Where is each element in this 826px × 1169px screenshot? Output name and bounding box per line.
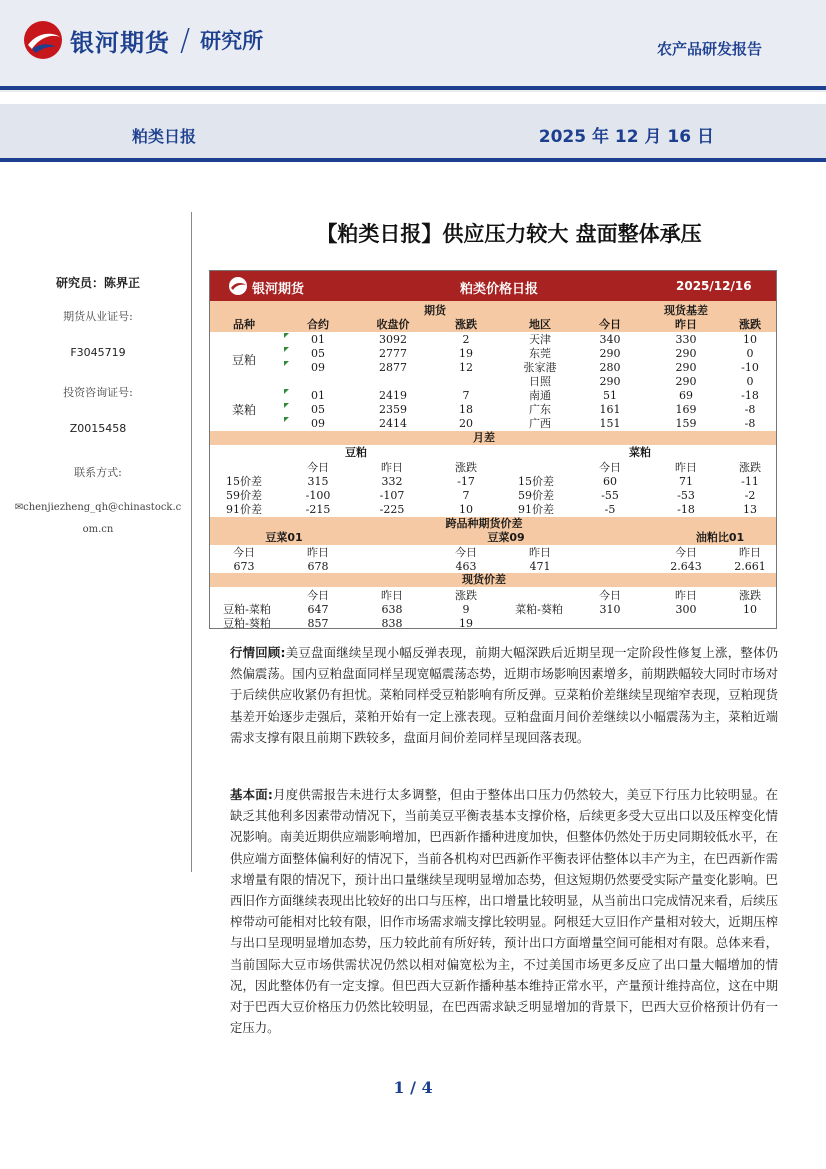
spread-label: 59价差 [226,489,262,502]
futures-contract: 05 [311,347,325,360]
spread-change: 7 [462,489,470,502]
soy-spread-label: 豆粕 [345,446,367,459]
spot-spread-change: 9 [462,603,470,616]
market-review-paragraph [230,642,778,748]
spot-spread-label: 豆粕-葵粕 [223,617,271,630]
spot-region: 东莞 [529,347,551,360]
futures-change: 7 [462,389,470,402]
spot-spread-sub: 今日 [599,589,621,602]
spot-yesterday: 290 [675,375,697,388]
sidebar-divider [191,212,192,872]
paragraph-text: 月度供需报告未进行太多调整，但由于整体出口压力仍然较大，美豆下行压力比较明显。在缺乏其他利多因素带动情况下，当前美豆平衡表基本支撑价格，后续更多受大豆出口以及压榨变化情况影响。南美近期供应端影响增加，巴西新作播种进度加快，但整体仍然处于历史同期较低水平，在供应端方面整体偏利好的情况下，当前各机构对巴西新作平衡表评估整体以丰产为主，在巴西新作需求增量有限的情况下，预计出口量继续呈现明显增加态势，但这短期仍然要受实际产量变化影响。巴西旧作方面继续表现出比较好的出口与压榨，出口增量比较明显，从当前出口完成情况来看，后续压榨带动可能相对比较有限，旧作市场需求端支撑比较明显。阿根廷大豆旧作产量相对较大，近期压榨与出口呈现明显增加态势，压力较此前有所好转，预计出口方面增量空间可能相对有限。总体来看，当前国际大豆市场供需状况仍然以相对偏宽松为主，不过美国市场更多反应了出口量大幅增加的情况，因此整体仍有一定支撑。但巴西大豆新作播种基本维持正常水平，产量预计维持高位，这在中期对于巴西大豆价格压力仍然比较明显，在巴西需求缺乏明显增加的背景下，巴西大豆价格预计仍有一定压力。 [230,787,778,1036]
cross-sub-header: 今日 [455,546,477,559]
table-header [210,271,776,301]
brand-name: 银河期货 [70,28,170,57]
cell-flag-icon [284,333,289,338]
spot-spread-yesterday: 638 [381,603,403,616]
variety-rape-meal: 菜粕 [231,403,256,417]
report-date: 2025 年 12 月 16 日 [538,127,714,147]
spread-today: 315 [307,475,329,488]
spot-change: -10 [741,361,759,374]
spot-today: 51 [603,389,617,402]
futures-group-label: 期货 [424,304,446,317]
price-table [209,270,777,629]
cross-value: 673 [233,560,255,573]
cross-sub-header: 昨日 [739,546,761,559]
subheader-rule [0,158,826,162]
spot-spread-sub: 涨跌 [739,589,761,602]
email-line1: chenjiezheng_qh@chinastock.c [23,502,182,513]
futures-close: 2414 [379,417,407,430]
variety-soy-meal: 豆粕 [231,353,256,367]
futures-contract: 09 [311,417,325,430]
galaxy-logo-icon [228,276,248,296]
futures-contract: 01 [311,389,325,402]
futures-contract: 09 [311,361,325,374]
spot-today: 290 [599,375,621,388]
futures-change: 18 [459,403,473,416]
futures-license-label: 期货从业证号: [63,310,133,323]
cross-group-label: 油粕比01 [695,531,745,544]
spread-today: -5 [604,503,616,516]
spot-change: 0 [746,347,754,360]
column-header: 涨跌 [455,318,477,331]
email-line2[interactable]: om.cn [82,524,114,535]
spot-spread-today: 647 [307,603,329,616]
spread-label: 59价差 [518,489,554,502]
spot-spread-sub: 昨日 [675,589,697,602]
spot-region: 广西 [529,417,551,430]
futures-close: 2419 [379,389,407,402]
spread-label: 15价差 [518,475,554,488]
cross-sub-header: 昨日 [307,546,329,559]
spot-spread-sub: 昨日 [381,589,403,602]
spot-change: 0 [746,375,754,388]
spot-spread-change: 19 [459,617,473,630]
table-title: 粕类价格日报 [460,282,539,297]
spot-yesterday: 290 [675,347,697,360]
column-header: 地区 [529,318,551,331]
column-header: 涨跌 [739,318,761,331]
spot-spread-sub: 涨跌 [455,589,477,602]
page-title: 【粕类日报】供应压力较大 盘面整体承压 [316,222,702,246]
paragraph-text: 美豆盘面继续呈现小幅反弹表现，前期大幅深跌后近期呈现一定阶段性修复上涨，整体仍然偏震荡。国内豆粕盘面同样呈现宽幅震荡态势，近期市场影响因素增多，前期跌幅较大同时市场对于后续供应收紧仍有担忧。菜粕同样受豆粕影响有所反弹。豆菜粕价差继续呈现缩窄表现，豆粕现货基差开始逐步走强后，菜粕开始有一定上涨表现。豆粕盘面月间价差继续以小幅震荡为主，菜粕近端需求支撑有限且前期下跌较多，盘面月间价差同样呈现回落表现。 [230,645,779,745]
futures-close: 2877 [379,361,407,374]
spread-today: -100 [305,489,331,502]
paragraph-label: 行情回顾: [230,645,286,660]
spot-region: 日照 [529,375,551,388]
spread-change: -17 [457,475,475,488]
futures-change: 12 [459,361,473,374]
rape-spread-label: 菜粕 [629,446,651,459]
spread-sub-header: 今日 [599,461,621,474]
spot-change: -18 [741,389,759,402]
spot-region: 天津 [529,333,551,346]
futures-change: 19 [459,347,473,360]
cross-sub-header: 今日 [675,546,697,559]
spot-spread-yesterday: 300 [675,603,697,616]
column-header: 今日 [599,318,621,331]
futures-change: 2 [462,333,470,346]
report-type: 粕类日报 [132,127,197,146]
futures-license: F3045719 [70,346,126,359]
column-header: 合约 [307,318,329,331]
spread-change: 13 [743,503,757,516]
brand-logo [22,18,263,62]
cross-group-label: 豆菜09 [487,531,525,544]
spread-today: -55 [601,489,619,502]
report-category: 农产品研发报告 [656,40,762,58]
spot-change: 10 [743,333,757,346]
futures-contract: 05 [311,403,325,416]
advisory-license-label: 投资咨询证号: [63,386,133,399]
spread-sub-header: 今日 [307,461,329,474]
column-header: 昨日 [675,318,697,331]
cell-flag-icon [284,389,289,394]
cross-group-label: 豆菜01 [265,531,303,544]
futures-change: 20 [459,417,473,430]
table-date: 2025/12/16 [676,279,752,293]
email-link[interactable] [10,502,186,513]
mail-icon: ✉ [14,502,24,513]
cell-flag-icon [284,347,289,352]
cross-value: 678 [307,560,329,573]
spread-sub-header: 涨跌 [739,461,761,474]
paragraph-label: 基本面: [230,787,273,802]
monthly-spread-title: 月差 [473,431,495,444]
cell-flag-icon [284,417,289,422]
spread-sub-header: 昨日 [675,461,697,474]
spread-yesterday: -225 [379,503,405,516]
futures-close: 2359 [379,403,407,416]
spread-sub-header: 昨日 [381,461,403,474]
table-brand: 银河期货 [252,282,305,297]
cross-value: 2.661 [734,560,766,573]
spot-today: 280 [599,361,621,374]
spot-yesterday: 290 [675,361,697,374]
header-rule [0,86,826,90]
spread-yesterday: 71 [679,475,693,488]
department-name: 研究所 [200,29,264,53]
spot-today: 161 [599,403,621,416]
spot-yesterday: 169 [675,403,697,416]
spread-yesterday: -53 [677,489,695,502]
spot-region: 张家港 [523,361,557,374]
spot-spread-label: 豆粕-菜粕 [223,603,271,616]
spot-spread-change: 10 [743,603,757,616]
spread-sub-header: 涨跌 [455,461,477,474]
cross-value: 463 [455,560,477,573]
cell-flag-icon [284,403,289,408]
spread-today: 60 [603,475,617,488]
futures-contract: 01 [311,333,325,346]
futures-close: 3092 [379,333,407,346]
spot-group-label: 现货基差 [664,304,708,317]
page-number: 1 / 4 [393,1078,433,1097]
spot-change: -8 [744,417,756,430]
spread-yesterday: -18 [677,503,695,516]
spread-change: 10 [459,503,473,516]
spot-yesterday: 159 [675,417,697,430]
spread-today: -215 [305,503,331,516]
spot-spread-today: 310 [599,603,621,616]
galaxy-logo-icon [22,19,64,61]
spot-spread-label: 菜粕-葵粕 [515,603,563,616]
spot-today: 340 [599,333,621,346]
spot-yesterday: 330 [675,333,697,346]
futures-close: 2777 [379,347,407,360]
cross-sub-header: 今日 [233,546,255,559]
spot-region: 南通 [529,389,551,402]
column-header: 品种 [233,318,255,331]
analyst-name: 研究员：陈界正 [55,276,140,290]
spread-label: 15价差 [226,475,262,488]
spread-yesterday: 332 [381,475,403,488]
fundamentals-paragraph [230,784,778,1038]
cross-value: 471 [529,560,551,573]
spread-label: 91价差 [226,503,262,516]
spot-today: 151 [599,417,621,430]
spot-yesterday: 69 [679,389,693,402]
brand-divider: / [180,22,191,58]
spot-spread-yesterday: 838 [381,617,403,630]
spot-spread-title: 现货价差 [462,573,506,586]
spread-yesterday: -107 [379,489,405,502]
spot-region: 广东 [529,403,551,416]
spread-change: -2 [744,489,756,502]
spot-today: 290 [599,347,621,360]
cross-spread-title: 跨品种期货价差 [445,517,523,530]
spread-label: 91价差 [518,503,554,516]
spot-spread-today: 857 [307,617,329,630]
spot-spread-sub: 今日 [307,589,329,602]
cell-flag-icon [284,361,289,366]
spot-change: -8 [744,403,756,416]
column-header: 收盘价 [376,318,410,331]
cross-sub-header: 昨日 [529,546,551,559]
cross-value: 2.643 [670,560,702,573]
advisory-license: Z0015458 [69,422,127,435]
spread-change: -11 [741,475,759,488]
contact-label: 联系方式: [74,466,122,479]
